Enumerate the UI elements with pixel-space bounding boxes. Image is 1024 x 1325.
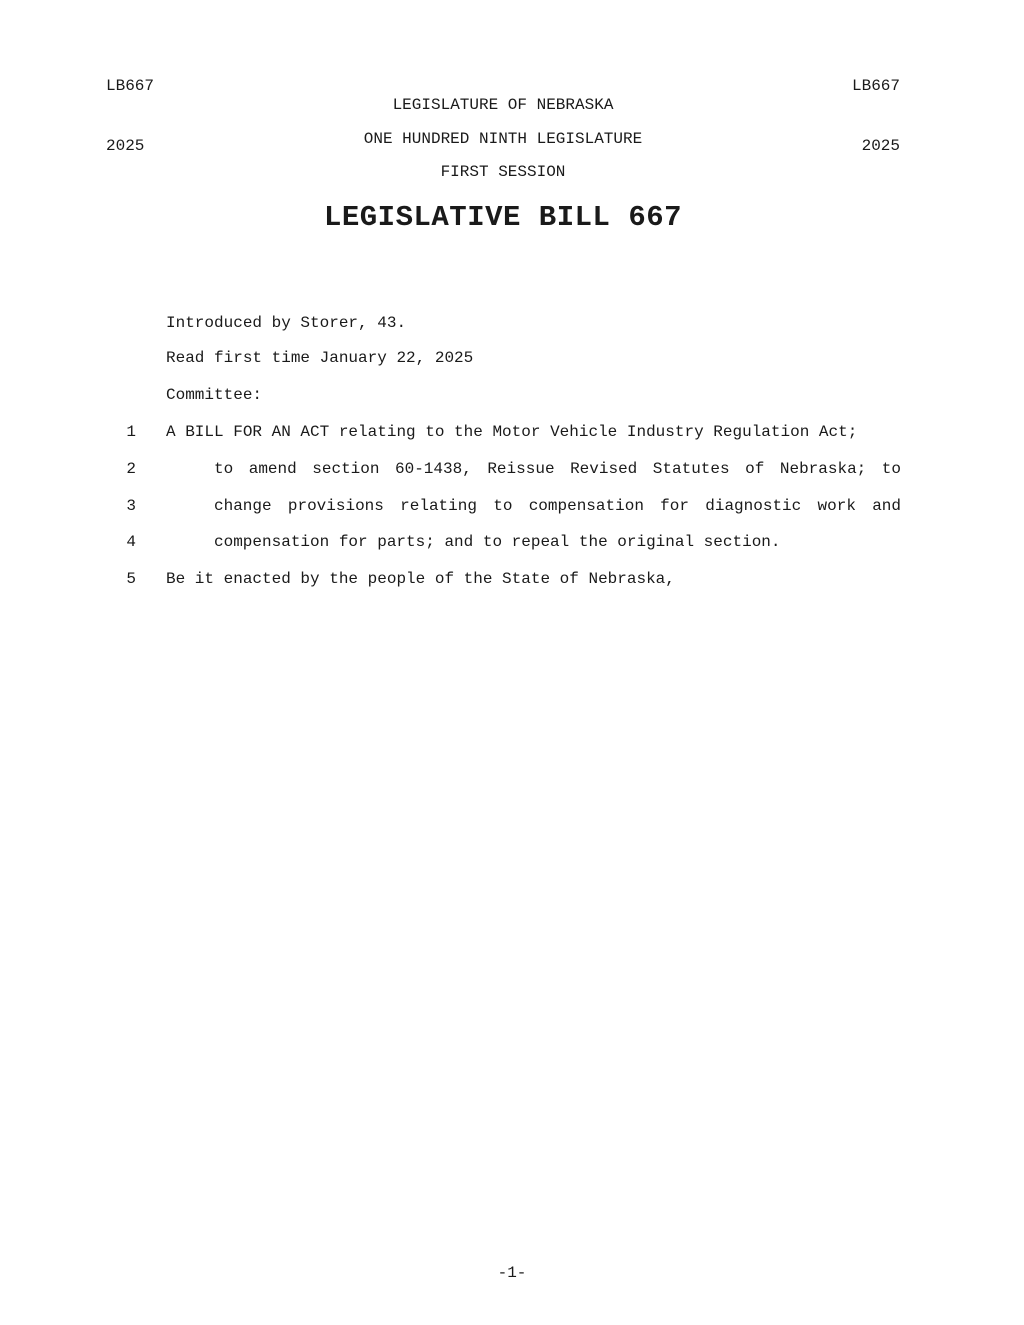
header-left-year: 2025	[106, 137, 145, 155]
legislature-heading: LEGISLATURE OF NEBRASKA	[392, 96, 614, 114]
session-name-heading: ONE HUNDRED NINTH LEGISLATURE	[363, 130, 643, 148]
introduced-by: Introduced by Storer, 43.	[166, 314, 407, 332]
bill-line: Be it enacted by the people of the State of Nebraska,	[166, 570, 675, 588]
bill-line: compensation for parts; and to repeal the original section.	[214, 533, 781, 551]
line-number: 1	[126, 423, 136, 441]
page-number: -1-	[497, 1264, 527, 1282]
bill-line: to amend section 60-1438, Reissue Revised Statutes of Nebraska; to	[214, 460, 901, 478]
bill-title: LEGISLATIVE BILL 667	[323, 201, 683, 234]
header-right-bill: LB667	[851, 77, 900, 95]
line-number: 2	[126, 460, 136, 478]
line-number: 4	[126, 533, 136, 551]
line-number: 5	[126, 570, 136, 588]
committee-label: Committee:	[166, 386, 263, 404]
header-left-bill: LB667	[106, 77, 155, 95]
line-number: 3	[126, 497, 136, 515]
bill-line: A BILL FOR AN ACT relating to the Motor Vehicle Industry Regulation Act;	[166, 423, 858, 441]
read-first-time: Read first time January 22, 2025	[166, 349, 474, 367]
bill-line: change provisions relating to compensation for diagnostic work and	[214, 497, 901, 515]
session-heading: FIRST SESSION	[440, 163, 566, 181]
header-right-year: 2025	[861, 137, 900, 155]
